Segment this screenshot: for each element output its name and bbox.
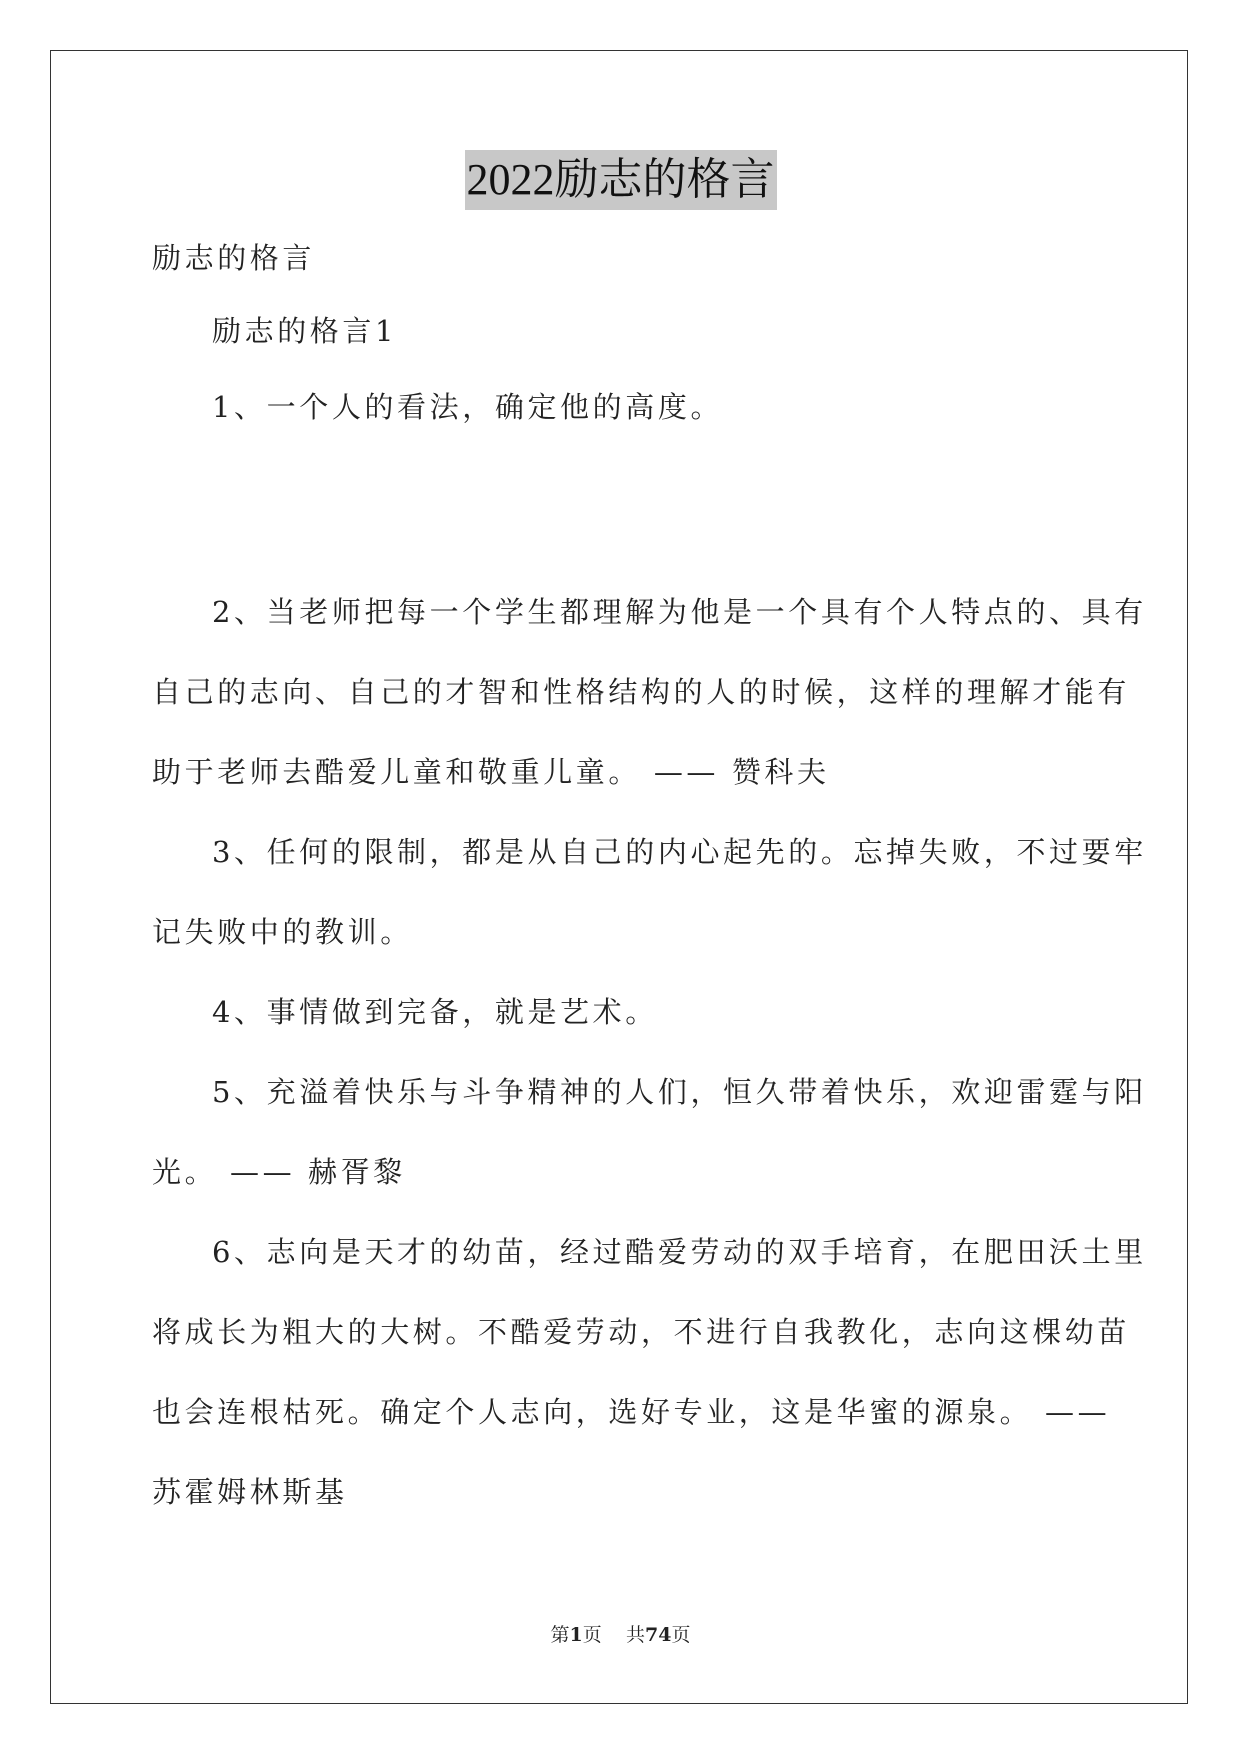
title-container xyxy=(0,150,1241,210)
paragraph-line: 也会连根枯死。确定个人志向，选好专业，这是华蜜的源泉。 —— xyxy=(152,1395,1111,1429)
paragraph-line: 苏霍姆林斯基 xyxy=(152,1475,348,1509)
paragraph-line: 4、事情做到完备，就是艺术。 xyxy=(212,995,658,1029)
section-heading: 励志的格言 xyxy=(152,241,316,275)
paragraph-line: 3、任何的限制，都是从自己的内心起先的。忘掉失败，不过要牢 xyxy=(212,835,1147,869)
paragraph-line: 6、志向是天才的幼苗，经过酷爱劳动的双手培育，在肥田沃土里 xyxy=(212,1235,1147,1269)
subsection-heading: 励志的格言1 xyxy=(212,314,398,348)
footer-page-prefix: 第 xyxy=(550,1624,570,1646)
page-border xyxy=(50,50,1188,1704)
paragraph-line: 5、充溢着快乐与斗争精神的人们，恒久带着快乐，欢迎雷霆与阳 xyxy=(212,1075,1147,1109)
paragraph-line: 助于老师去酷爱儿童和敬重儿童。 —— 赞科夫 xyxy=(152,755,830,789)
paragraph-line: 自己的志向、自己的才智和性格结构的人的时候，这样的理解才能有 xyxy=(152,675,1131,709)
paragraph-line: 光。 —— 赫胥黎 xyxy=(152,1155,406,1189)
footer-total-pages: 74 xyxy=(644,1624,672,1646)
footer-total-prefix: 共 xyxy=(625,1624,645,1646)
document-title: 2022励志的格言 xyxy=(465,150,777,210)
paragraph-line: 记失败中的教训。 xyxy=(152,915,413,949)
page-footer xyxy=(0,1620,1241,1647)
footer-current-page: 1 xyxy=(569,1624,583,1646)
paragraph-line: 2、当老师把每一个学生都理解为他是一个具有个人特点的、具有 xyxy=(212,595,1147,629)
footer-total-suffix: 页 xyxy=(671,1624,691,1646)
footer-page-suffix: 页 xyxy=(582,1624,602,1646)
paragraph-line: 1、一个人的看法，确定他的高度。 xyxy=(212,390,724,424)
paragraph-line: 将成长为粗大的大树。不酷爱劳动，不进行自我教化，志向这棵幼苗 xyxy=(152,1315,1131,1349)
